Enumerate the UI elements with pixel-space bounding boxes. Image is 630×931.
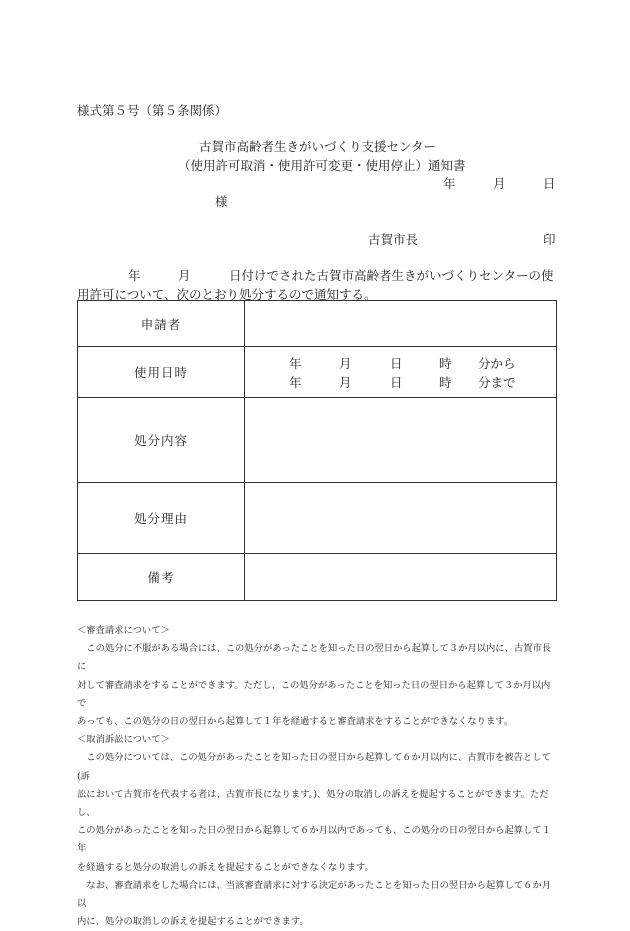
document-title-line2: （使用許可取消・使用許可変更・使用停止）通知書	[178, 158, 466, 173]
review-text-line1: この処分に不服がある場合には、この処分があったことを知った日の翌日から起算して３か月以内に、古賀市長に	[77, 643, 552, 673]
issuer-name: 古賀市長	[368, 232, 419, 247]
lawsuit-text-line2: 訟において古賀市を代表する者は、古賀市長になります。)、処分の取消しの訴えを提起することができます。ただし、	[77, 788, 549, 819]
table-row-disposition-reason	[78, 483, 557, 554]
from-hour: 時	[439, 356, 452, 371]
body-text-line1: 日付けでされた古賀市高齢者生きがいづくりセンターの使	[229, 268, 554, 283]
lawsuit-text-line1: この処分については、この処分があったことを知った日の翌日から起算して６か月以内に、古賀市を被告として(訴	[77, 752, 551, 782]
body-text-line2: 用許可について、次のとおり処分するので通知する。	[77, 287, 377, 302]
from-month: 月	[339, 356, 352, 371]
to-day: 日	[390, 375, 403, 390]
table-row-disposition-content	[78, 398, 557, 483]
from-minute: 分から	[478, 356, 516, 371]
document-title-line1: 古賀市高齢者生きがいづくり支援センター	[199, 139, 437, 154]
date-day: 日	[543, 176, 556, 191]
review-text-line3: あっても、この処分の日の翌日から起算して１年を経過すると審査請求をすることができなくなります。	[77, 716, 514, 728]
disposition-content-label: 処分内容	[78, 398, 245, 483]
body-month: 月	[178, 268, 191, 283]
table-row-usage-datetime	[78, 347, 557, 398]
to-year: 年	[289, 375, 302, 390]
body-year: 年	[128, 268, 141, 283]
table-row-remarks	[78, 554, 557, 601]
to-minute: 分まで	[478, 375, 516, 390]
remarks-value	[245, 554, 557, 601]
to-hour: 時	[439, 375, 452, 390]
form-number: 様式第５号（第５条関係）	[77, 103, 228, 118]
remarks-label: 備考	[78, 554, 245, 601]
notes-section	[77, 622, 559, 931]
review-text-line2: 対して審査請求をすることができます。ただし、この処分があったことを知った日の翌日から起算して３か月以内で	[77, 679, 551, 709]
usage-datetime-value	[245, 347, 557, 398]
table-row-applicant	[78, 301, 557, 347]
date-year: 年	[443, 176, 456, 191]
disposition-reason-value	[245, 483, 557, 554]
disposition-table	[77, 300, 557, 601]
applicant-label: 申請者	[78, 301, 245, 347]
from-year: 年	[289, 356, 302, 371]
lawsuit-heading: ＜取消訴訟について＞	[77, 734, 170, 746]
usage-datetime-label: 使用日時	[78, 347, 245, 398]
extra-text-line1: なお、審査請求をした場合には、当該審査請求に対する決定があったことを知った日の翌日から起算して６か月以	[77, 879, 552, 910]
applicant-value	[245, 301, 557, 347]
to-month: 月	[339, 375, 352, 390]
seal-mark: 印	[543, 232, 556, 247]
date-month: 月	[493, 176, 506, 191]
disposition-content-value	[245, 398, 557, 483]
from-day: 日	[390, 356, 403, 371]
lawsuit-text-line4: を経過すると処分の取消しの訴えを提起することができなくなります。	[77, 861, 374, 873]
disposition-reason-label: 処分理由	[78, 483, 245, 554]
extra-text-line2: 内に、処分の取消しの訴えを提起することができます。	[77, 916, 309, 928]
lawsuit-text-line3: この処分があったことを知った日の翌日から起算して６か月以内であっても、この処分の日の翌日から起算して１年	[77, 825, 551, 855]
addressee-suffix: 様	[215, 194, 228, 209]
review-heading: ＜審査請求について＞	[77, 625, 170, 636]
